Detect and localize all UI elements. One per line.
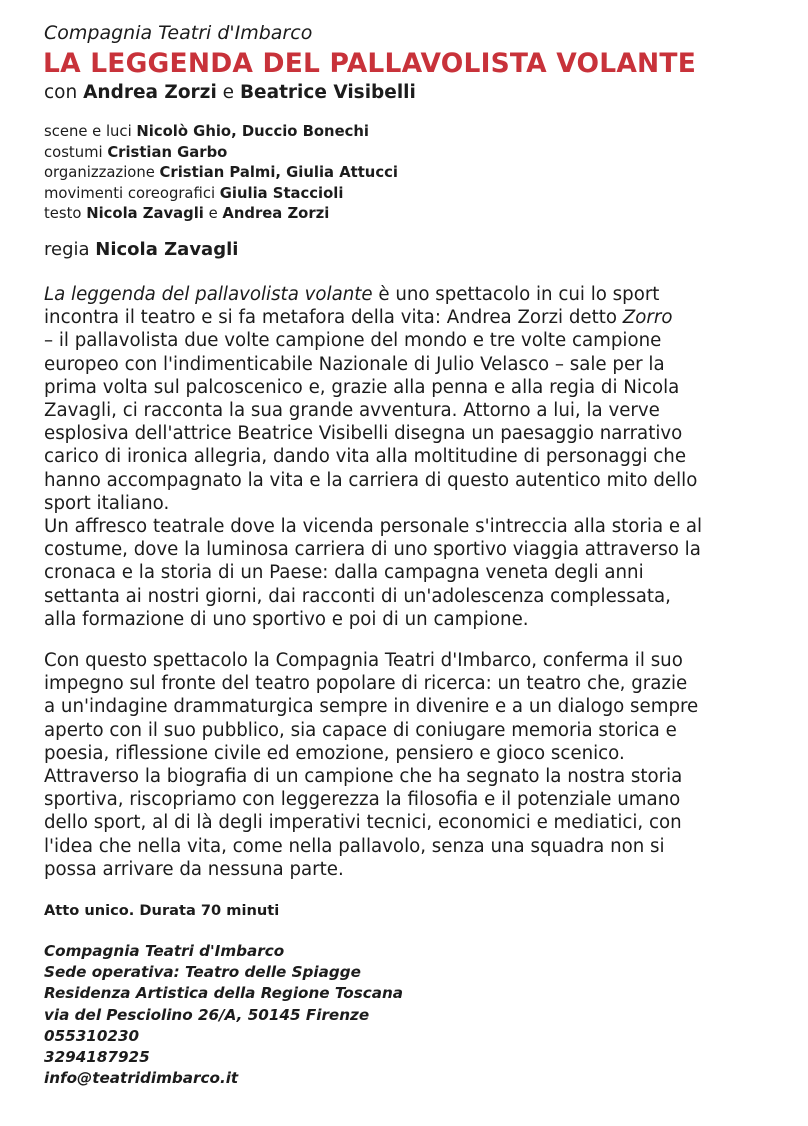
text-line: Un affresco teatrale dove la vicenda personale s'intreccia alla storia e al [44, 516, 703, 538]
credit-names: Cristian Garbo [107, 143, 228, 161]
text-fragment: incontra il teatro e si fa metafora della vita: Andrea Zorzi detto [44, 307, 623, 329]
contact-residency: Residenza Artistica della Regione Toscana [44, 984, 404, 1003]
show-title-italic: La leggenda del pallavolista volante [44, 284, 373, 305]
nickname-italic: Zorro [622, 307, 673, 329]
contact-address: via del Pesciolino 26/A, 50145 Firenze [44, 1005, 370, 1024]
credit-names: Cristian Palmi, Giulia Attucci [159, 164, 398, 181]
credit-separator: e [203, 205, 223, 222]
credit-row [44, 184, 398, 205]
text-line: impegno sul fronte del teatro popolare di ricerca: un teatro che, grazie [44, 673, 688, 695]
text-line: – il pallavolista due volte campione del mondo e tre volte campione [44, 330, 662, 352]
description-paragraph-2 [44, 649, 698, 881]
credit-role: movimenti coreografici [44, 184, 220, 202]
text-line: aperto con il suo pubblico, sia capace di coniugare memoria storica e [44, 719, 677, 741]
text-fragment: è uno spettacolo in cui lo sport [372, 284, 660, 305]
show-title: LA LEGGENDA DEL PALLAVOLISTA VOLANTE [43, 48, 696, 79]
credits-list [44, 122, 398, 225]
text-line: costume, dove la luminosa carriera di uno sportivo viaggia attraverso la [44, 539, 701, 561]
credit-row [44, 163, 398, 184]
credit-names: Nicola Zavagli [86, 205, 204, 222]
text-line: l'idea che nella vita, come nella pallavolo, senza una squadra non si [44, 835, 665, 857]
credit-names-2: Andrea Zorzi [222, 205, 330, 222]
text-line: Zavagli, ci racconta la sua grande avventura. Attorno a lui, la verve [44, 400, 660, 422]
credit-names: Giulia Staccioli [219, 184, 344, 202]
credit-role: testo [44, 205, 87, 222]
text-line: sport italiano. [44, 492, 170, 514]
text-line: sportiva, riscopriamo con leggerezza la filosofia e il potenziale umano [44, 789, 681, 811]
text-line: alla formazione di uno sportivo e poi di un campione. [44, 608, 529, 630]
text-line: settanta ai nostri giorni, dai racconti di un'adolescenza complessata, [44, 585, 671, 607]
contact-venue: Sede operativa: Teatro delle Spiagge [44, 963, 361, 982]
cast-prefix: con [44, 82, 84, 103]
credit-row [44, 204, 398, 225]
duration-note: Atto unico. Durata 70 minuti [44, 902, 280, 919]
text-line: carico di ironica allegria, dando vita alla moltitudine di personaggi che [44, 446, 687, 468]
credit-names: Nicolò Ghio, Duccio Bonechi [136, 123, 370, 140]
contact-email: info@teatridimbarco.it [44, 1069, 239, 1088]
credit-role: scene e luci [44, 123, 137, 140]
text-line: poesia, riflessione civile ed emozione, pensiero e gioco scenico. [44, 742, 625, 764]
credit-row [44, 143, 398, 164]
text-line: prima volta sul palcoscenico e, grazie alla penna e alla regia di Nicola [44, 376, 680, 398]
contact-block [44, 941, 403, 1089]
text-line: Con questo spettacolo la Compagnia Teatri d'Imbarco, conferma il suo [44, 650, 683, 671]
company-name: Compagnia Teatri d'Imbarco [44, 22, 313, 44]
description-paragraph-1 [44, 283, 702, 631]
director-name: Nicola Zavagli [95, 239, 239, 260]
text-line [44, 306, 702, 329]
contact-mobile: 3294187925 [44, 1048, 150, 1067]
text-line: europeo con l'indimenticabile Nazionale di Julio Velasco – sale per la [44, 353, 665, 375]
text-line: esplosiva dell'attrice Beatrice Visibelli disegna un paesaggio narrativo [44, 423, 683, 445]
director-line [44, 239, 238, 260]
credit-row [44, 122, 398, 143]
text-line: a un'indagine drammaturgica sempre in divenire e a un dialogo sempre [44, 696, 699, 718]
text-line: Attraverso la biografia di un campione che ha segnato la nostra storia [44, 766, 683, 788]
cast-conjunction: e [216, 82, 240, 103]
text-line: dello sport, al di là degli imperativi tecnici, economici e mediatici, con [44, 812, 682, 834]
text-line: cronaca e la storia di un Paese: dalla campagna veneta degli anni [44, 562, 644, 584]
director-label: regia [44, 239, 96, 260]
text-line [44, 283, 702, 306]
credit-role: organizzazione [44, 164, 160, 181]
credit-role: costumi [44, 143, 108, 161]
contact-company: Compagnia Teatri d'Imbarco [44, 942, 285, 960]
cast-line [44, 82, 416, 103]
cast-actor-2: Beatrice Visibelli [239, 82, 416, 103]
text-line: hanno accompagnato la vita e la carriera di questo autentico mito dello [44, 469, 698, 491]
cast-actor-1: Andrea Zorzi [83, 82, 217, 103]
text-line: possa arrivare da nessuna parte. [44, 858, 344, 880]
contact-phone: 055310230 [44, 1026, 140, 1045]
